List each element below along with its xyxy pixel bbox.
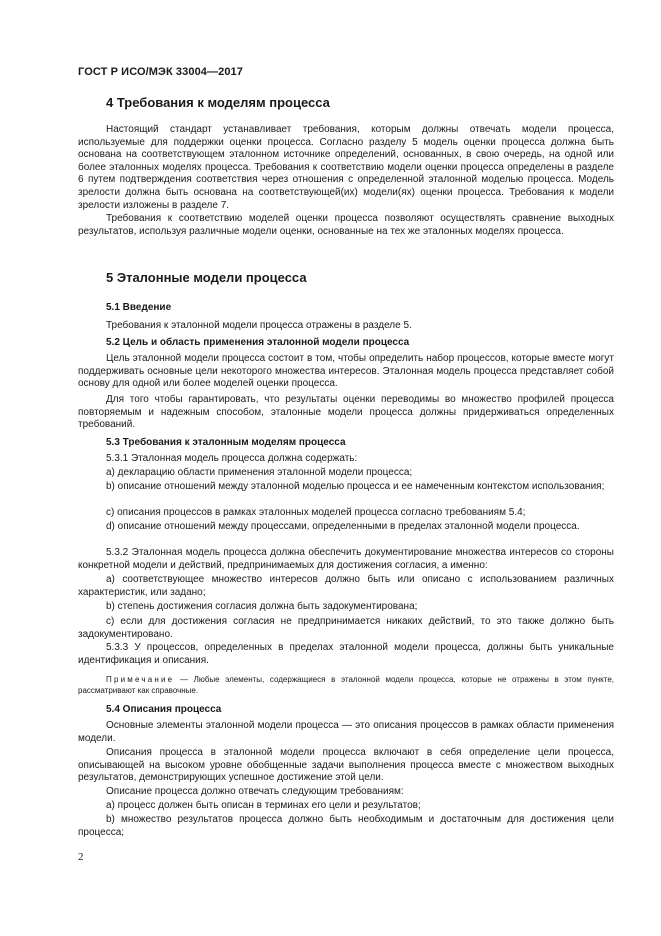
clause-5-3-1-item-c: c) описания процессов в рамках эталонных моделей процесса согласно требованиям 5.4; — [106, 507, 526, 518]
section-5-heading: 5 Эталонные модели процесса — [106, 270, 307, 285]
subsection-5-4-heading: 5.4 Описания процесса — [106, 704, 222, 715]
clause-5-3-2-item-b: b) степень достижения согласия должна быть задокументирована; — [106, 601, 418, 612]
subsection-5-4-paragraph-3: Описание процесса должно отвечать следующим требованиям: — [106, 786, 404, 797]
list-item-text: a) соответствующее множество интересов должно быть или описано с использованием различных характеристик, или задано; — [78, 574, 614, 598]
list-item-text: c) если для достижения согласия не предпринимается никаких действий, то это также должно быть задокументировано. — [78, 616, 614, 640]
note-label: Примечание — [106, 675, 175, 684]
subsection-5-4-paragraph-2 — [78, 747, 614, 785]
clause-5-3-2 — [78, 547, 614, 572]
clause-5-3-1-item-b — [78, 481, 614, 494]
document-header: ГОСТ Р ИСО/МЭК 33004—2017 — [78, 66, 243, 78]
subsection-5-1-text: Требования к эталонной модели процесса отражены в разделе 5. — [106, 320, 412, 331]
subsection-5-4-item-b — [78, 814, 614, 839]
list-item-text: d) описание отношений между процессами, определенными в пределах эталонной модели процесса. — [106, 521, 580, 532]
subsection-5-1-heading: 5.1 Введение — [106, 302, 172, 313]
paragraph-text: 5.3.3 У процессов, определенных в пределах эталонной модели процесса, должны быть уникальные идентификация и описания. — [78, 642, 614, 666]
subsection-5-2-heading: 5.2 Цель и область применения эталонной модели процесса — [106, 337, 410, 348]
note-text: — Любые элементы, содержащиеся в эталонной модели процесса, которые не отражены в этом пункте, рассматривают как справочные. — [78, 675, 614, 695]
subsection-5-2-paragraph-1 — [78, 353, 614, 391]
section-4-paragraph-2 — [78, 213, 614, 238]
note — [78, 674, 614, 696]
section-4-heading: 4 Требования к моделям процесса — [106, 95, 330, 110]
paragraph-text: Настоящий стандарт устанавливает требования, которым должны отвечать модели процесса, используемые для поддержки оценки процесса. Согласно разделу 5 модель оценки процесса должна быть основана на соответствующем эталонном источнике определений, основанных, в свою очередь, на одной или более эталонных моделях процесса. Требования к соответствию модели оценки процесса определены в разделе 6 путем подтверждения соответствия через отношения с определенной эталонной моделью процесса. Модель зрелости должна быть основана на соответствующей(их) модели(ях) оценки процесса. Требования к модели зрелости изложены в разделе 7. — [78, 124, 614, 211]
clause-5-3-2-item-a — [78, 574, 614, 599]
paragraph-text: Описания процесса в эталонной модели процесса включают в себя определение цели процесса, описывающей на высоком уровне обобщенные задачи выполнения процесса вместе с множеством выходных результатов, демонстрирующих успешное достижение этой цели. — [78, 747, 614, 784]
clause-5-3-1: 5.3.1 Эталонная модель процесса должна содержать: — [106, 453, 358, 464]
paragraph-text: Требования к соответствию моделей оценки процесса позволяют осуществлять сравнение выходных результатов, используя различные модели оценки, основанные на тех же эталонных моделях процесса. — [78, 213, 614, 237]
paragraph-text: Основные элементы эталонной модели процесса — это описания процессов в рамках области применения модели. — [78, 720, 614, 744]
clause-5-3-1-item-d — [78, 521, 614, 534]
clause-5-3-3 — [78, 642, 614, 667]
subsection-5-3-heading: 5.3 Требования к эталонным моделям процесса — [106, 437, 346, 448]
subsection-5-4-paragraph-1 — [78, 720, 614, 745]
subsection-5-4-item-a: a) процесс должен быть описан в терминах его цели и результатов; — [106, 800, 421, 811]
paragraph-text: 5.3.2 Эталонная модель процесса должна обеспечить документирование множества интересов со стороны конкретной модели и действий, предпринимаемых для достижения согласия, а именно: — [78, 547, 614, 571]
subsection-5-2-paragraph-2 — [78, 394, 614, 432]
paragraph-text: Цель эталонной модели процесса состоит в том, чтобы определить набор процессов, которые вместе могут поддерживать основные цели некоторого множества интересов. Эталонная модель процесса представляет собой основу для одной или более моделей оценки процесса. — [78, 353, 614, 390]
page-number: 2 — [78, 851, 84, 863]
paragraph-text: Для того чтобы гарантировать, что результаты оценки переводимы во множество профилей процесса повторяемым и надежным способом, эталонные модели процесса должны придерживаться определенных требований. — [78, 394, 614, 431]
clause-5-3-2-item-c — [78, 616, 614, 641]
section-4-paragraph-1 — [78, 124, 614, 212]
list-item-text: b) описание отношений между эталонной моделью процесса и ее намеченным контекстом использования; — [106, 481, 605, 492]
clause-5-3-1-item-a: a) декларацию области применения эталонной модели процесса; — [106, 467, 413, 478]
list-item-text: b) множество результатов процесса должно быть необходимым и достаточным для достижения цели процесса; — [78, 814, 614, 838]
